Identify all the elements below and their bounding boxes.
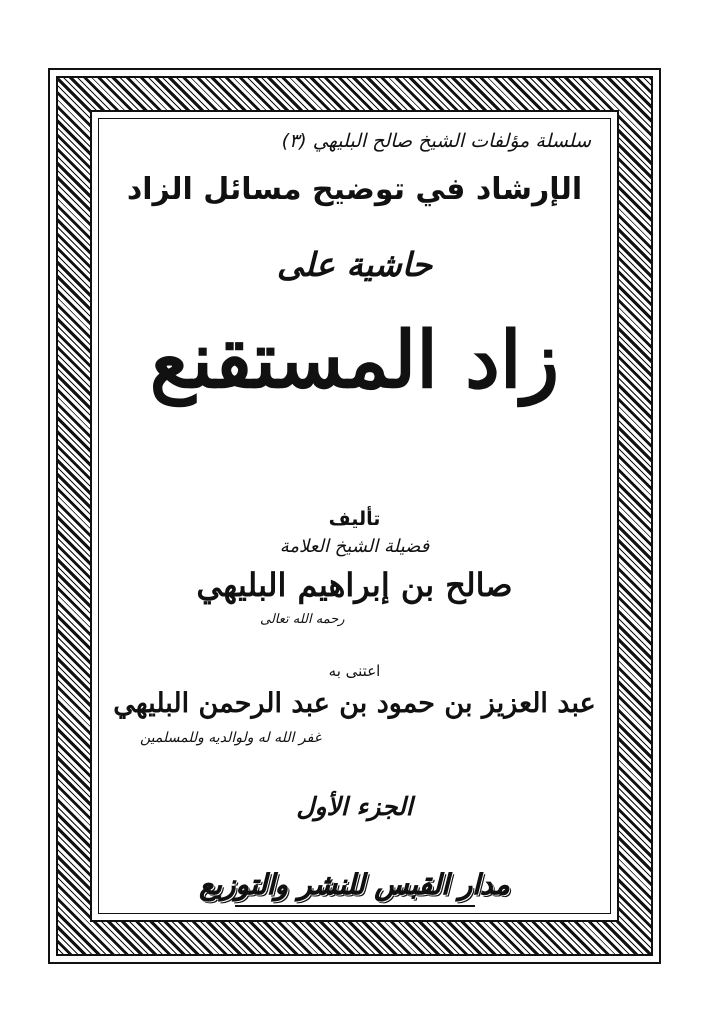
publisher-name: مدار القبس للنشر والتوزيع — [199, 868, 510, 901]
publisher-underline — [235, 905, 475, 907]
editor-prayer: غفر الله له ولوالديه وللمسلمين — [140, 730, 322, 746]
cover-content — [100, 120, 609, 912]
book-title: زاد المستقنع — [149, 315, 560, 406]
volume-label: الجزء الأول — [296, 792, 413, 821]
subtitle: حاشية على — [276, 245, 433, 284]
edited-label: اعتنى به — [328, 662, 381, 680]
authored-label: تأليف — [328, 508, 381, 530]
author-prayer: رحمه الله تعالى — [260, 612, 345, 627]
author-honorific: فضيلة الشيخ العلامة — [279, 536, 430, 557]
editor-name: عبد العزيز بن حمود بن عبد الرحمن البليهي — [113, 688, 596, 719]
main-title: الإرشاد في توضيح مسائل الزاد — [126, 172, 583, 207]
series-label: سلسلة مؤلفات الشيخ صالح البليهي (٣) — [281, 130, 591, 152]
author-name: صالح بن إبراهيم البليهي — [196, 566, 513, 604]
